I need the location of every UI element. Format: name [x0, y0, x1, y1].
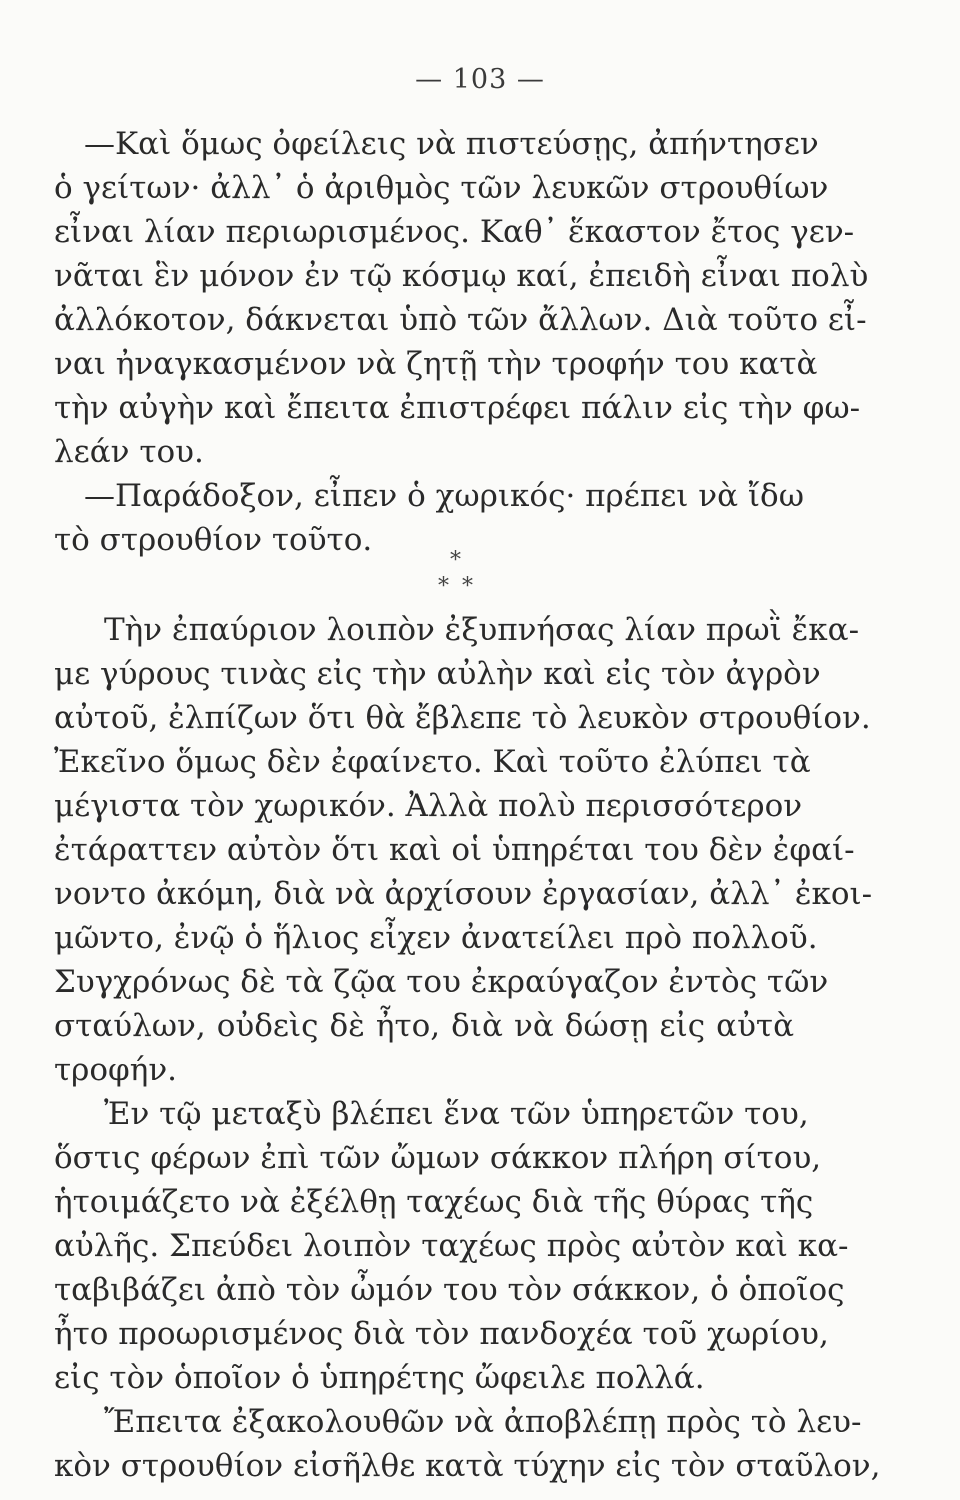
text-line: αὐτοῦ, ἐλπίζων ὅτι θὰ ἔβλεπε τὸ λευκὸν στρουθίον.: [54, 700, 871, 736]
text-line: λεάν του.: [54, 434, 204, 470]
text-line: αὐλῆς. Σπεύδει λοιπὸν ταχέως πρὸς αὐτὸν καὶ κα-: [54, 1228, 849, 1264]
text-line: ναι ἠναγκασμένον νὰ ζητῇ τὴν τροφήν του κατὰ: [54, 346, 818, 382]
text-line: εἶναι λίαν περιωρισμένος. Καθ᾽ ἕκαστον ἔτος γεν-: [54, 214, 855, 250]
text-line: ταβιβάζει ἀπὸ τὸν ὦμόν του τὸν σάκκον, ὁ ὁποῖος: [54, 1272, 845, 1308]
text-line: Ἔπειτα ἐξακολουθῶν νὰ ἀποβλέπῃ πρὸς τὸ λευ-: [104, 1404, 862, 1440]
page-number: — 103 —: [415, 64, 545, 95]
text-line: ὁ γείτων· ἀλλ᾽ ὁ ἀριθμὸς τῶν λευκῶν στρουθίων: [54, 170, 829, 206]
text-line: —Καὶ ὅμως ὀφείλεις νὰ πιστεύσῃς, ἀπήντησεν: [84, 126, 819, 162]
separator-star: *: [438, 574, 449, 599]
text-line: εἰς τὸν ὁποῖον ὁ ὑπηρέτης ὤφειλε πολλά.: [54, 1360, 705, 1396]
text-line: Ἐν τῷ μεταξὺ βλέπει ἕνα τῶν ὑπηρετῶν του,: [104, 1096, 809, 1132]
text-line: Τὴν ἐπαύριον λοιπὸν ἐξυπνήσας λίαν πρωῒ ἔκα-: [104, 612, 860, 648]
text-line: μέγιστα τὸν χωρικόν. Ἀλλὰ πολὺ περισσότερον: [54, 788, 803, 824]
separator-star: *: [462, 574, 473, 599]
text-line: με γύρους τινὰς εἰς τὴν αὐλὴν καὶ εἰς τὸν ἀγρὸν: [54, 656, 821, 692]
text-line: νοντο ἀκόμη, διὰ νὰ ἀρχίσουν ἐργασίαν, ἀλλ᾽ ἐκοι-: [54, 876, 873, 912]
text-line: ἀλλόκοτον, δάκνεται ὑπὸ τῶν ἄλλων. Διὰ τοῦτο εἶ-: [54, 302, 867, 338]
text-line: νᾶται ἓν μόνον ἐν τῷ κόσμῳ καί, ἐπειδὴ εἶναι πολὺ: [54, 258, 869, 294]
text-line: ἦτο προωρισμένος διὰ τὸν πανδοχέα τοῦ χωρίου,: [54, 1316, 829, 1352]
text-line: μῶντο, ἐνῷ ὁ ἥλιος εἶχεν ἀνατείλει πρὸ πολλοῦ.: [54, 920, 818, 956]
separator-star: *: [450, 548, 461, 573]
text-line: —Παράδοξον, εἶπεν ὁ χωρικός· πρέπει νὰ ἴδω: [84, 478, 804, 514]
text-line: τὴν αὐγὴν καὶ ἔπειτα ἐπιστρέφει πάλιν εἰς τὴν φω-: [54, 390, 861, 426]
text-line: τροφήν.: [54, 1052, 178, 1088]
text-line: σταύλων, οὐδεὶς δὲ ἦτο, διὰ νὰ δώσῃ εἰς αὐτὰ: [54, 1008, 794, 1044]
text-line: κὸν στρουθίον εἰσῆλθε κατὰ τύχην εἰς τὸν σταῦλον,: [54, 1448, 881, 1484]
text-line: Ἐκεῖνο ὅμως δὲν ἐφαίνετο. Καὶ τοῦτο ἐλύπει τὰ: [54, 744, 811, 780]
text-line: ἐτάραττεν αὐτὸν ὅτι καὶ οἱ ὑπηρέται του δὲν ἐφαί-: [54, 832, 855, 868]
text-line: ἡτοιμάζετο νὰ ἐξέλθῃ ταχέως διὰ τῆς θύρας τῆς: [54, 1184, 814, 1220]
text-line: τὸ στρουθίον τοῦτο.: [54, 522, 373, 558]
text-line: Συγχρόνως δὲ τὰ ζῷα του ἐκραύγαζον ἐντὸς τῶν: [54, 964, 829, 1000]
section-separator: [438, 540, 518, 600]
text-line: ὅστις φέρων ἐπὶ τῶν ὤμων σάκκον πλήρη σίτου,: [54, 1140, 822, 1176]
